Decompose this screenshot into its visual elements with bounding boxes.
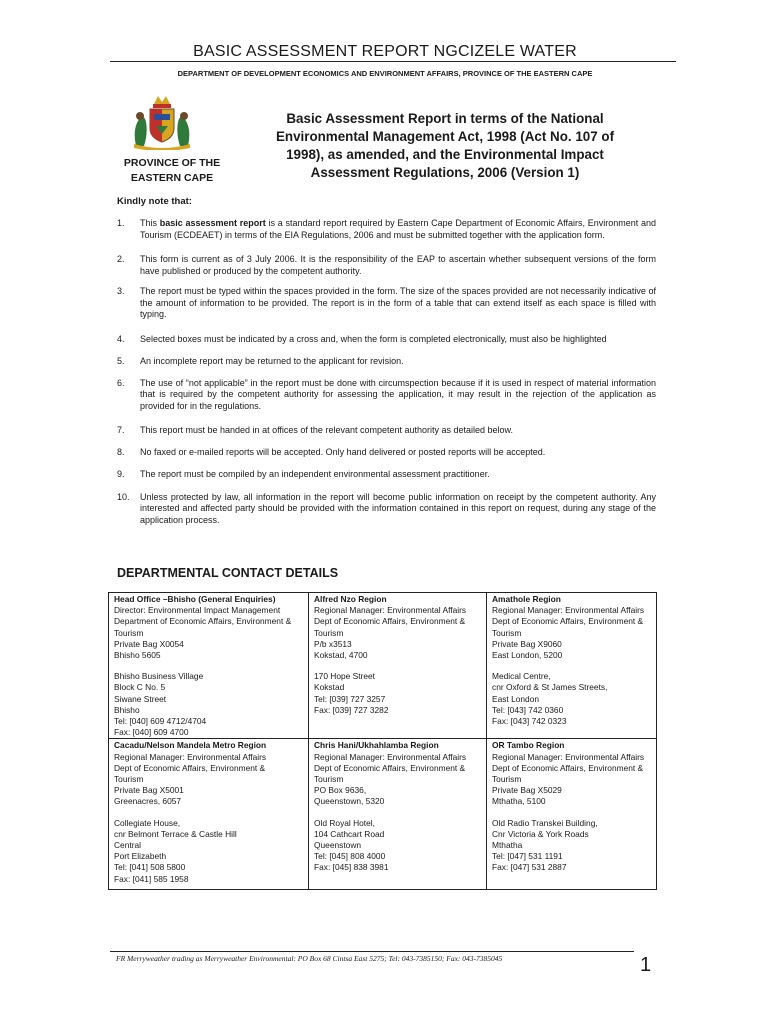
region-name: OR Tambo Region	[492, 740, 565, 751]
physical-address: Collegiate House, cnr Belmont Terrace & Castle Hill Central Port Elizabeth Tel: [041] 508 5800 Fax: [041] 585 1958	[114, 817, 237, 884]
postal-address: Regional Manager: Environmental Affairs Dept of Economic Affairs, Environment & Tourism Private Bag X5029 Mthatha, 5100	[492, 751, 645, 807]
header-rule	[110, 61, 676, 62]
note-number: 2.	[117, 254, 125, 264]
note-item	[117, 425, 656, 437]
physical-address: Medical Centre, cnr Oxford & St James Streets, East London Tel: [043] 742 0360 Fax: [043] 742 0323	[492, 671, 608, 727]
contact-cell	[487, 739, 657, 890]
footer-rule	[110, 951, 634, 952]
contact-cell	[487, 593, 657, 739]
footer-text: FR Merryweather trading as Merryweather Environmental: PO Box 68 Cintsa East 5275; Tel: 043-7385150; Fax: 043-7385045	[116, 954, 503, 963]
postal-address: Director: Environmental Impact Management Department of Economic Affairs, Environment & Tourism Private Bag X0054 Bhisho 5605	[114, 605, 292, 661]
contacts-table	[108, 592, 657, 890]
contact-cell	[309, 739, 487, 890]
note-number: 5.	[117, 356, 125, 366]
contacts-row	[109, 739, 657, 890]
region-name: Alfred Nzo Region	[314, 594, 387, 604]
note-text: Unless protected by law, all information in the report will become public information on receipt by the competent authority. Any interested and affected party should be provided with the information contained in this report on request, during any stage of the application process.	[140, 491, 656, 525]
region-name: Amathole Region	[492, 594, 561, 604]
note-number: 6.	[117, 377, 125, 388]
header-title: BASIC ASSESSMENT REPORT NGCIZELE WATER	[193, 43, 577, 60]
physical-address: Bhisho Business Village Block C No. 5 Siwane Street Bhisho Tel: [040] 609 4712/4704 Fax: [040] 609 4700	[114, 671, 207, 738]
region-name: Cacadu/Nelson Mandela Metro Region	[114, 740, 267, 751]
note-text: The report must be typed within the spaces provided in the form. The size of the spaces provided are not necessarily indicative of the amount of information to be provided. The report is in the form of a table that can extend itself as each space is filled with typing.	[140, 286, 656, 319]
header-department: DEPARTMENT OF DEVELOPMENT ECONOMICS AND ENVIRONMENT AFFAIRS, PROVINCE OF THE EASTERN CAPE	[177, 69, 593, 78]
contacts-heading: DEPARTMENTAL CONTACT DETAILS	[117, 566, 339, 580]
report-title-line-4: Assessment Regulations, 2006 (Version 1)	[310, 165, 580, 180]
report-title-line-1: Basic Assessment Report in terms of the National	[286, 111, 604, 126]
province-line-1: PROVINCE OF THE	[123, 157, 221, 169]
note-text-pre: This	[140, 218, 160, 228]
contact-cell	[109, 593, 309, 739]
note-item	[117, 469, 656, 481]
report-title-line-3: 1998), as amended, and the Environmental Impact	[286, 147, 604, 162]
note-text: This form is current as of 3 July 2006. It is the responsibility of the EAP to ascertain whether subsequent versions of the form have published or produced by the competent authority.	[140, 254, 656, 276]
postal-address: Regional Manager: Environmental Affairs Dept of Economic Affairs, Environment & Tourism Private Bag X9060 East London, 5200	[492, 605, 645, 661]
contacts-row	[109, 593, 657, 739]
note-text: The use of “not applicable” in the report must be done with circumspection because if it is used in respect of material information that is required by the competent authority for assessing the application, it may result in the rejection of the application as provided for in the regulations.	[140, 377, 656, 411]
postal-address: Regional Manager: Environmental Affairs Dept of Economic Affairs, Environment & Tourism Private Bag X5001 Greenacres, 6057	[114, 751, 267, 807]
contact-cell	[109, 739, 309, 890]
note-text: This report must be handed in at offices of the relevant competent authority as detailed below.	[140, 425, 514, 435]
region-name: Chris Hani/Ukhahlamba Region	[314, 740, 439, 751]
kindly-note-heading: Kindly note that:	[117, 196, 192, 207]
note-item	[117, 218, 656, 241]
postal-address: Regional Manager: Environmental Affairs Dept of Economic Affairs, Environment & Tourism PO Box 9636, Queenstown, 5320	[314, 751, 467, 807]
province-line-2: EASTERN CAPE	[130, 172, 214, 184]
report-title	[244, 110, 646, 182]
note-text: No faxed or e-mailed reports will be accepted. Only hand delivered or posted reports will be accepted.	[140, 446, 546, 457]
note-item	[117, 286, 656, 321]
note-number: 9.	[117, 469, 125, 479]
note-item	[117, 492, 656, 527]
notes-list	[117, 218, 656, 526]
physical-address: Old Radio Transkei Building, Cnr Victoria & York Roads Mthatha Tel: [047] 531 1191 Fax: [047] 531 2887	[492, 817, 598, 873]
note-number: 10.	[117, 491, 130, 502]
report-title-line-2: Environmental Management Act, 1998 (Act No. 107 of	[275, 129, 615, 144]
note-item	[117, 334, 656, 346]
note-text: Selected boxes must be indicated by a cross and, when the form is completed electronically, must also be highlighted	[140, 333, 607, 344]
physical-address: 170 Hope Street Kokstad Tel: [039] 727 3257 Fax: [039] 727 3282	[314, 671, 389, 715]
note-item	[117, 447, 656, 459]
coat-of-arms-icon	[126, 94, 198, 150]
note-item	[117, 254, 656, 277]
page-number: 1	[640, 954, 652, 976]
physical-address: Old Royal Hotel, 104 Cathcart Road Queenstown Tel: [045] 808 4000 Fax: [045] 838 3981	[314, 817, 389, 873]
note-item	[117, 378, 656, 413]
note-number: 4.	[117, 333, 125, 344]
note-number: 1.	[117, 218, 125, 228]
note-number: 8.	[117, 446, 125, 457]
contact-cell	[309, 593, 487, 739]
region-name: Head Office –Bhisho (General Enquiries)	[114, 594, 276, 604]
note-number: 3.	[117, 286, 125, 296]
note-text-post: is a standard report required by Eastern Cape Department of Economic Affairs, Environment and Tourism (ECDEAET) in terms of the EIA Regulations, 2006 and must be submitted together with the application form.	[140, 218, 656, 240]
note-text-bold: basic assessment report	[159, 218, 266, 228]
postal-address: Regional Manager: Environmental Affairs Dept of Economic Affairs, Environment & Tourism P/b x3513 Kokstad, 4700	[314, 605, 467, 661]
note-number: 7.	[117, 425, 125, 435]
note-item	[117, 356, 656, 368]
note-text: The report must be compiled by an independent environmental assessment practitioner.	[140, 469, 490, 479]
note-text: An incomplete report may be returned to the applicant for revision.	[140, 356, 404, 366]
province-label	[110, 156, 234, 186]
note-text	[140, 218, 656, 241]
